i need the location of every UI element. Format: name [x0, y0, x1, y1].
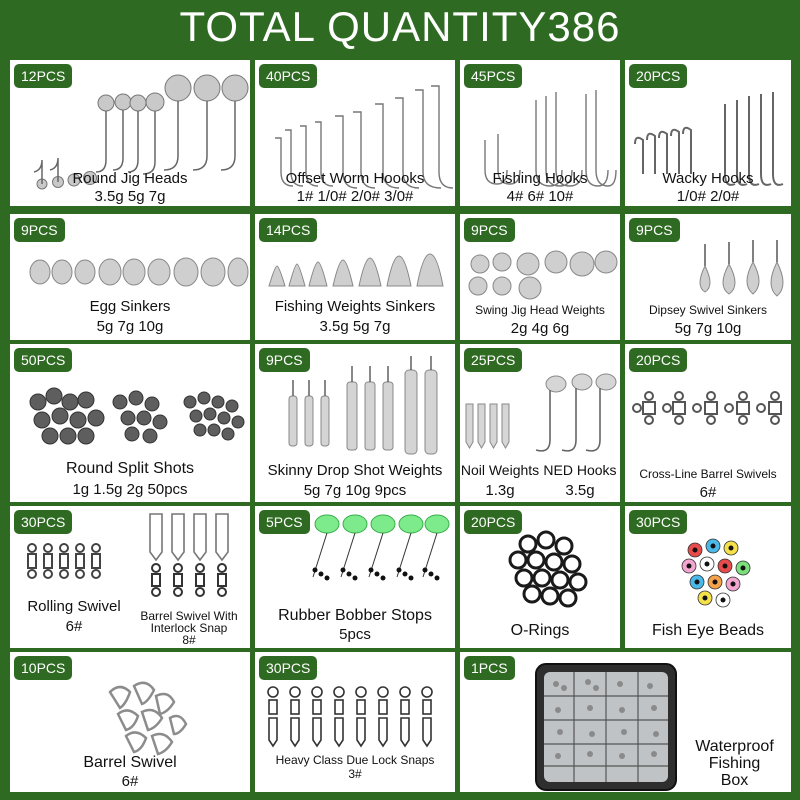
box-name-line-2: Fishing: [708, 755, 761, 772]
item-sizes: 5g 7g 10g: [96, 318, 164, 335]
cell-noil-weights-ned-hooks: [460, 344, 620, 502]
item-name: Cross-Line Barrel Swivels: [639, 467, 777, 481]
interlock-snap-name-2: Interlock Snap: [150, 621, 228, 635]
ned-hooks-name: NED Hooks: [543, 462, 617, 478]
cell-egg-sinkers: [10, 214, 250, 340]
noil-weights-size: 1.3g: [485, 482, 515, 499]
interlock-snap-name-1: Barrel Swivel With: [140, 609, 238, 623]
quantity-badge: 30PCS: [629, 510, 687, 534]
item-sizes: 5g 7g 10g: [674, 320, 742, 337]
item-sizes: 1/0# 2/0#: [676, 188, 740, 205]
box-name-line-1: Waterproof: [695, 738, 774, 755]
quantity-badge: 25PCS: [464, 348, 522, 372]
item-name: Offset Worm Hoooks: [285, 170, 425, 187]
cell-round-jig-heads: [10, 60, 250, 206]
cell-wacky-hooks: [625, 60, 791, 206]
cell-fish-eye-beads: [625, 506, 791, 648]
quantity-badge: 1PCS: [464, 656, 515, 680]
cell-rubber-bobber-stops: [255, 506, 455, 648]
cell-round-split-shots: [10, 344, 250, 502]
quantity-badge: 50PCS: [14, 348, 72, 372]
rolling-swivel-size: 6#: [65, 618, 83, 635]
item-sizes: 2g 4g 6g: [510, 320, 570, 337]
item-sizes: 5pcs: [339, 626, 371, 643]
box-name-line-3: Box: [720, 772, 749, 789]
item-sizes: 3.5g 5g 7g: [94, 188, 166, 205]
item-sizes: 4# 6# 10#: [506, 188, 574, 205]
split-shots-image: [10, 344, 250, 502]
item-name: Egg Sinkers: [89, 298, 171, 315]
item-name: Round Split Shots: [65, 460, 195, 477]
quantity-badge: 30PCS: [259, 656, 317, 680]
item-sizes: 5g 7g 10g 9pcs: [303, 482, 407, 499]
quantity-badge: 10PCS: [14, 656, 72, 680]
item-name: Skinny Drop Shot Weights: [267, 462, 443, 479]
cell-fishing-weights-sinkers: [255, 214, 455, 340]
item-sizes: 6#: [699, 484, 717, 501]
item-name: Fishing Weights Sinkers: [274, 298, 436, 315]
item-name: Round Jig Heads: [72, 170, 188, 187]
noil-weights-name: Noil Weights: [460, 462, 540, 478]
quantity-badge: 9PCS: [629, 218, 680, 242]
item-sizes: 1# 1/0# 2/0# 3/0#: [296, 188, 414, 205]
quantity-badge: 9PCS: [464, 218, 515, 242]
quantity-badge: 20PCS: [464, 510, 522, 534]
cell-dipsey-swivel-sinkers: [625, 214, 791, 340]
quantity-badge: 12PCS: [14, 64, 72, 88]
item-sizes: 6#: [121, 773, 139, 790]
item-name: Heavy Class Due Lock Snaps: [275, 753, 435, 767]
quantity-badge: 20PCS: [629, 348, 687, 372]
quantity-badge: 9PCS: [259, 348, 310, 372]
cell-swing-jig-head-weights: [460, 214, 620, 340]
item-sizes: 3#: [348, 767, 362, 781]
item-name: Dipsey Swivel Sinkers: [648, 303, 768, 317]
cell-o-rings: [460, 506, 620, 648]
ned-hooks-size: 3.5g: [565, 482, 595, 499]
barrel-swivel-snaps-image: [10, 652, 250, 792]
item-name: Barrel Swivel: [83, 754, 177, 771]
cell-rolling-swivel: [10, 506, 250, 648]
item-name: Rubber Bobber Stops: [278, 607, 432, 624]
quantity-badge: 45PCS: [464, 64, 522, 88]
cell-waterproof-fishing-box: [460, 652, 791, 792]
quantity-badge: 5PCS: [259, 510, 310, 534]
quantity-badge: 20PCS: [629, 64, 687, 88]
page-title: TOTAL QUANTITY386: [179, 3, 621, 50]
cell-fishing-hooks: [460, 60, 620, 206]
cell-cross-line-barrel-swivels: [625, 344, 791, 502]
interlock-snap-size: 8#: [182, 633, 196, 647]
item-sizes: 3.5g 5g 7g: [319, 318, 391, 335]
cell-heavy-class-due-lock-snaps: [255, 652, 455, 792]
cell-skinny-drop-shot-weights: [255, 344, 455, 502]
item-name: Wacky Hooks: [662, 170, 754, 187]
cell-offset-worm-hooks: [255, 60, 455, 206]
item-name: Swing Jig Head Weights: [475, 303, 605, 317]
cell-barrel-swivel: [10, 652, 250, 792]
quantity-badge: 40PCS: [259, 64, 317, 88]
item-name: O-Rings: [510, 622, 570, 639]
quantity-badge: 9PCS: [14, 218, 65, 242]
rolling-swivel-name: Rolling Swivel: [27, 598, 121, 615]
quantity-badge: 30PCS: [14, 510, 72, 534]
item-sizes: 1g 1.5g 2g 50pcs: [72, 481, 188, 498]
quantity-badge: 14PCS: [259, 218, 317, 242]
item-name: Fish Eye Beads: [651, 622, 765, 639]
item-name: Fishing Hooks: [492, 170, 588, 187]
